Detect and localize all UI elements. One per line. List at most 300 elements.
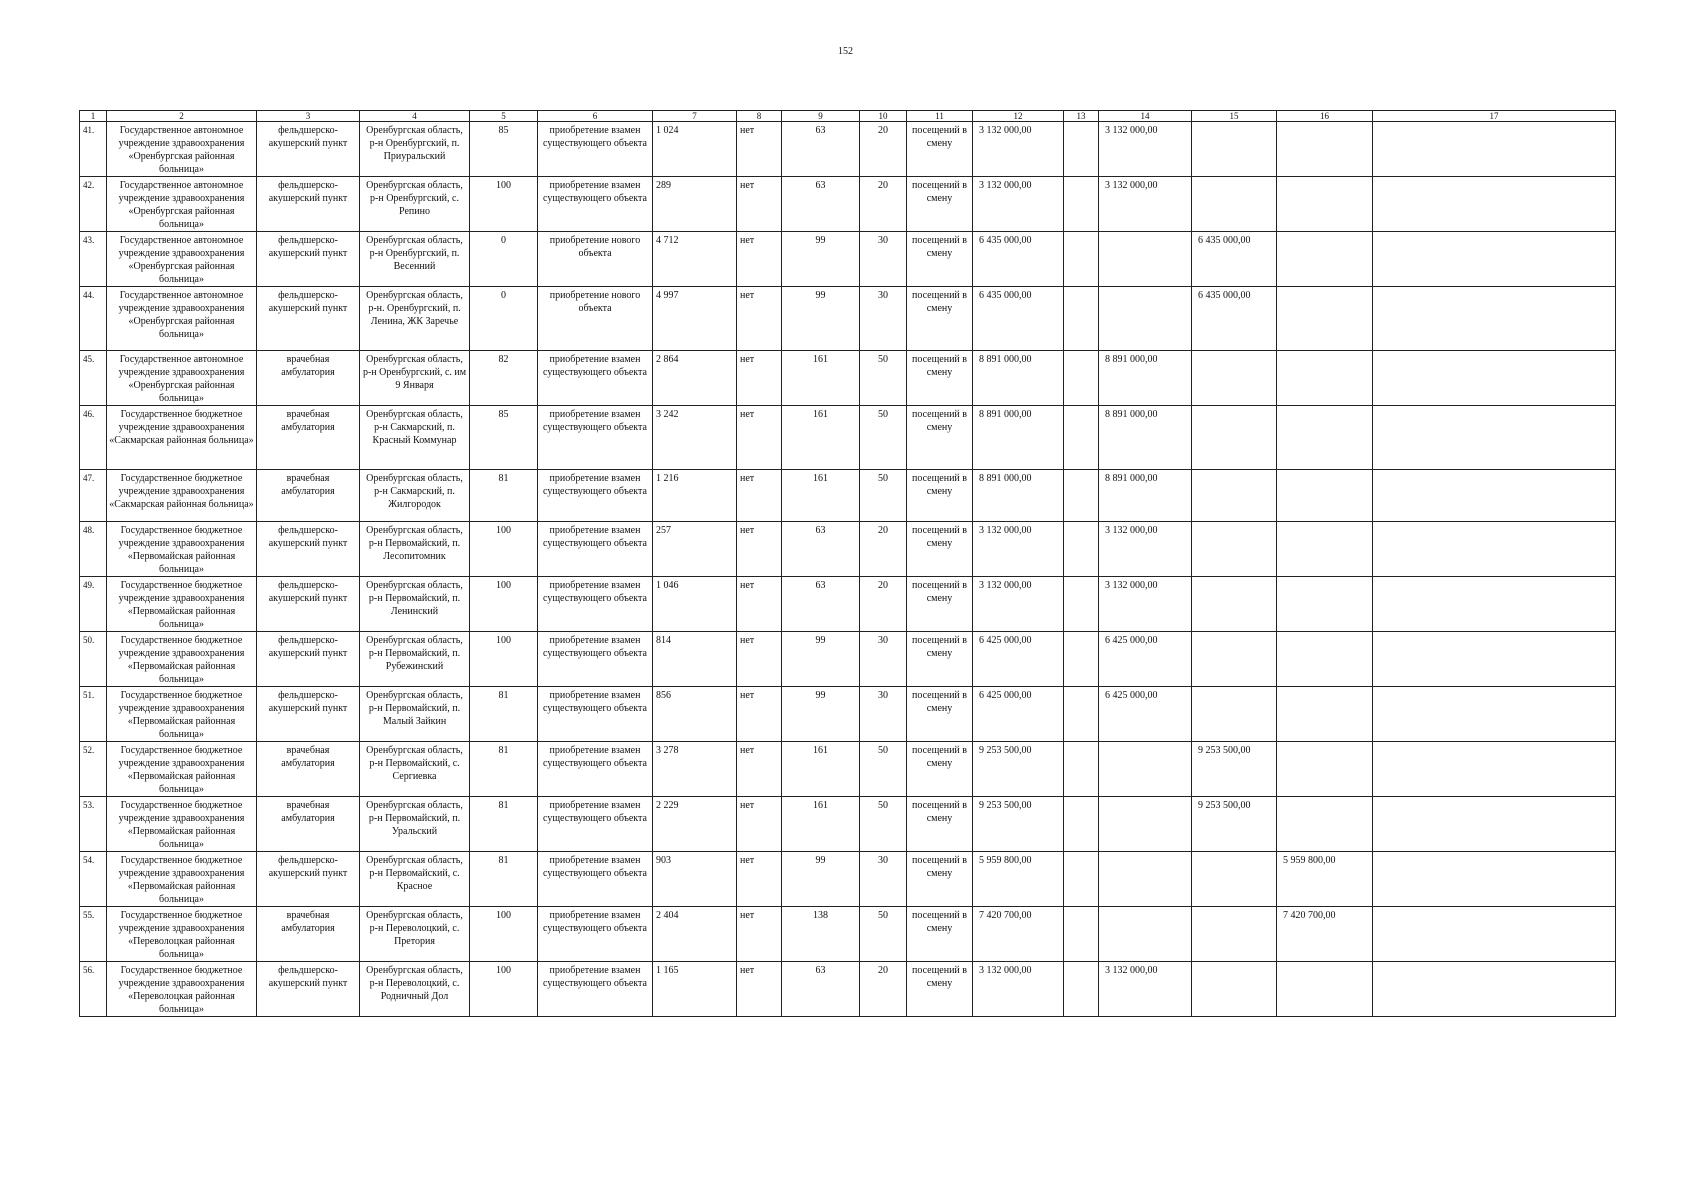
amount-col16-cell	[1277, 177, 1373, 232]
col5-cell: 85	[470, 122, 538, 177]
action-cell: приобретение нового объекта	[538, 232, 653, 287]
col5-cell: 100	[470, 962, 538, 1017]
col7-cell: 257	[653, 522, 737, 577]
action-cell: приобретение взамен существующего объекта	[538, 797, 653, 852]
col8-cell: нет	[737, 962, 782, 1017]
column-number-cell: 4	[360, 111, 470, 122]
amount-col14-cell	[1099, 907, 1192, 962]
address-cell: Оренбургская область, р-н Первомайский, п. Лесопитомник	[360, 522, 470, 577]
col10-cell: 30	[860, 852, 907, 907]
organization-cell: Государственное автономное учреждение здравоохранения «Оренбургская районная больница»	[107, 351, 257, 406]
address-cell: Оренбургская область, р-н Оренбургский, п. Приуральский	[360, 122, 470, 177]
row-number-cell: 53.	[80, 797, 107, 852]
amount-col14-cell: 3 132 000,00	[1099, 177, 1192, 232]
address-cell: Оренбургская область, р-н Сакмарский, п. Жилгородок	[360, 470, 470, 522]
col9-cell: 99	[782, 687, 860, 742]
total-amount-cell: 6 435 000,00	[973, 287, 1064, 351]
table-row	[80, 470, 1616, 522]
col9-cell: 161	[782, 351, 860, 406]
table-row	[80, 907, 1616, 962]
action-cell: приобретение взамен существующего объекта	[538, 177, 653, 232]
unit-cell: посещений в смену	[907, 406, 973, 470]
amount-col16-cell: 7 420 700,00	[1277, 907, 1373, 962]
table-row	[80, 687, 1616, 742]
facility-type-cell: фельдшерско-акушерский пункт	[257, 177, 360, 232]
table-row	[80, 852, 1616, 907]
total-amount-cell: 6 435 000,00	[973, 232, 1064, 287]
row-number-cell: 52.	[80, 742, 107, 797]
facility-type-cell: врачебная амбулатория	[257, 797, 360, 852]
amount-col15-cell	[1192, 470, 1277, 522]
col13-cell	[1064, 177, 1099, 232]
amount-col14-cell: 3 132 000,00	[1099, 122, 1192, 177]
organization-cell: Государственное бюджетное учреждение здравоохранения «Первомайская районная больница»	[107, 797, 257, 852]
address-cell: Оренбургская область, р-н Оренбургский, с. Репино	[360, 177, 470, 232]
col17-cell	[1373, 852, 1616, 907]
col17-cell	[1373, 122, 1616, 177]
amount-col16-cell	[1277, 962, 1373, 1017]
amount-col16-cell	[1277, 232, 1373, 287]
amount-col15-cell: 6 435 000,00	[1192, 232, 1277, 287]
column-number-cell: 5	[470, 111, 538, 122]
unit-cell: посещений в смену	[907, 687, 973, 742]
facility-type-cell: врачебная амбулатория	[257, 907, 360, 962]
organization-cell: Государственное бюджетное учреждение здравоохранения «Первомайская районная больница»	[107, 577, 257, 632]
col5-cell: 0	[470, 287, 538, 351]
amount-col16-cell	[1277, 406, 1373, 470]
column-number-cell: 12	[973, 111, 1064, 122]
total-amount-cell: 6 425 000,00	[973, 632, 1064, 687]
col8-cell: нет	[737, 797, 782, 852]
total-amount-cell: 8 891 000,00	[973, 470, 1064, 522]
amount-col15-cell	[1192, 907, 1277, 962]
amount-col14-cell: 6 425 000,00	[1099, 687, 1192, 742]
address-cell: Оренбургская область, р-н Оренбургский, с. им 9 Января	[360, 351, 470, 406]
col5-cell: 81	[470, 687, 538, 742]
total-amount-cell: 3 132 000,00	[973, 522, 1064, 577]
col10-cell: 30	[860, 287, 907, 351]
amount-col16-cell	[1277, 577, 1373, 632]
col9-cell: 99	[782, 232, 860, 287]
organization-cell: Государственное бюджетное учреждение здравоохранения «Переволоцкая районная больница»	[107, 962, 257, 1017]
col10-cell: 50	[860, 406, 907, 470]
col13-cell	[1064, 287, 1099, 351]
action-cell: приобретение взамен существующего объекта	[538, 687, 653, 742]
col17-cell	[1373, 797, 1616, 852]
col8-cell: нет	[737, 522, 782, 577]
col7-cell: 3 278	[653, 742, 737, 797]
col13-cell	[1064, 962, 1099, 1017]
col13-cell	[1064, 852, 1099, 907]
col9-cell: 63	[782, 577, 860, 632]
facility-type-cell: врачебная амбулатория	[257, 742, 360, 797]
organization-cell: Государственное автономное учреждение здравоохранения «Оренбургская районная больница»	[107, 232, 257, 287]
col8-cell: нет	[737, 687, 782, 742]
action-cell: приобретение взамен существующего объекта	[538, 852, 653, 907]
col10-cell: 30	[860, 232, 907, 287]
total-amount-cell: 3 132 000,00	[973, 122, 1064, 177]
unit-cell: посещений в смену	[907, 797, 973, 852]
facility-type-cell: фельдшерско-акушерский пункт	[257, 687, 360, 742]
table-row	[80, 122, 1616, 177]
unit-cell: посещений в смену	[907, 177, 973, 232]
amount-col15-cell	[1192, 177, 1277, 232]
col17-cell	[1373, 962, 1616, 1017]
action-cell: приобретение взамен существующего объекта	[538, 907, 653, 962]
organization-cell: Государственное бюджетное учреждение здравоохранения «Первомайская районная больница»	[107, 742, 257, 797]
col8-cell: нет	[737, 742, 782, 797]
col10-cell: 30	[860, 632, 907, 687]
amount-col15-cell: 6 435 000,00	[1192, 287, 1277, 351]
amount-col15-cell	[1192, 406, 1277, 470]
unit-cell: посещений в смену	[907, 632, 973, 687]
col7-cell: 903	[653, 852, 737, 907]
col7-cell: 1 046	[653, 577, 737, 632]
table-row	[80, 577, 1616, 632]
col9-cell: 161	[782, 797, 860, 852]
col7-cell: 814	[653, 632, 737, 687]
amount-col14-cell: 8 891 000,00	[1099, 351, 1192, 406]
amount-col14-cell: 3 132 000,00	[1099, 577, 1192, 632]
col5-cell: 100	[470, 632, 538, 687]
address-cell: Оренбургская область, р-н Первомайский, п. Малый Зайкин	[360, 687, 470, 742]
row-number-cell: 43.	[80, 232, 107, 287]
total-amount-cell: 5 959 800,00	[973, 852, 1064, 907]
amount-col14-cell	[1099, 797, 1192, 852]
col7-cell: 4 712	[653, 232, 737, 287]
amount-col15-cell	[1192, 351, 1277, 406]
address-cell: Оренбургская область, р-н. Оренбургский, п. Ленина, ЖК Заречье	[360, 287, 470, 351]
amount-col14-cell: 8 891 000,00	[1099, 470, 1192, 522]
facilities-table-wrap	[79, 110, 1615, 1017]
col10-cell: 50	[860, 742, 907, 797]
col17-cell	[1373, 287, 1616, 351]
facility-type-cell: врачебная амбулатория	[257, 351, 360, 406]
col8-cell: нет	[737, 406, 782, 470]
amount-col14-cell	[1099, 232, 1192, 287]
table-row	[80, 177, 1616, 232]
unit-cell: посещений в смену	[907, 852, 973, 907]
col10-cell: 20	[860, 962, 907, 1017]
row-number-cell: 47.	[80, 470, 107, 522]
col13-cell	[1064, 687, 1099, 742]
column-number-cell: 17	[1373, 111, 1616, 122]
col17-cell	[1373, 177, 1616, 232]
unit-cell: посещений в смену	[907, 232, 973, 287]
address-cell: Оренбургская область, р-н Переволоцкий, с. Претория	[360, 907, 470, 962]
col9-cell: 161	[782, 470, 860, 522]
total-amount-cell: 3 132 000,00	[973, 962, 1064, 1017]
row-number-cell: 46.	[80, 406, 107, 470]
column-number-cell: 7	[653, 111, 737, 122]
column-number-cell: 2	[107, 111, 257, 122]
row-number-cell: 45.	[80, 351, 107, 406]
unit-cell: посещений в смену	[907, 742, 973, 797]
amount-col16-cell	[1277, 351, 1373, 406]
organization-cell: Государственное бюджетное учреждение здравоохранения «Сакмарская районная больница»	[107, 406, 257, 470]
total-amount-cell: 3 132 000,00	[973, 577, 1064, 632]
amount-col14-cell	[1099, 742, 1192, 797]
col7-cell: 856	[653, 687, 737, 742]
col7-cell: 2 229	[653, 797, 737, 852]
col8-cell: нет	[737, 232, 782, 287]
unit-cell: посещений в смену	[907, 122, 973, 177]
row-number-cell: 54.	[80, 852, 107, 907]
total-amount-cell: 8 891 000,00	[973, 351, 1064, 406]
row-number-cell: 51.	[80, 687, 107, 742]
col9-cell: 138	[782, 907, 860, 962]
facility-type-cell: фельдшерско-акушерский пункт	[257, 287, 360, 351]
organization-cell: Государственное бюджетное учреждение здравоохранения «Сакмарская районная больница»	[107, 470, 257, 522]
address-cell: Оренбургская область, р-н Первомайский, п. Рубежинский	[360, 632, 470, 687]
col13-cell	[1064, 406, 1099, 470]
col5-cell: 81	[470, 470, 538, 522]
col10-cell: 30	[860, 687, 907, 742]
action-cell: приобретение взамен существующего объекта	[538, 577, 653, 632]
organization-cell: Государственное бюджетное учреждение здравоохранения «Переволоцкая районная больница»	[107, 907, 257, 962]
row-number-cell: 48.	[80, 522, 107, 577]
col8-cell: нет	[737, 907, 782, 962]
col9-cell: 161	[782, 742, 860, 797]
column-number-cell: 14	[1099, 111, 1192, 122]
amount-col14-cell: 6 425 000,00	[1099, 632, 1192, 687]
row-number-cell: 49.	[80, 577, 107, 632]
table-row	[80, 742, 1616, 797]
col8-cell: нет	[737, 577, 782, 632]
action-cell: приобретение взамен существующего объекта	[538, 962, 653, 1017]
action-cell: приобретение взамен существующего объекта	[538, 742, 653, 797]
table-row	[80, 406, 1616, 470]
column-number-cell: 8	[737, 111, 782, 122]
organization-cell: Государственное бюджетное учреждение здравоохранения «Первомайская районная больница»	[107, 522, 257, 577]
col5-cell: 81	[470, 852, 538, 907]
col7-cell: 2 404	[653, 907, 737, 962]
table-row	[80, 522, 1616, 577]
col13-cell	[1064, 577, 1099, 632]
amount-col15-cell	[1192, 852, 1277, 907]
facility-type-cell: врачебная амбулатория	[257, 406, 360, 470]
col9-cell: 63	[782, 122, 860, 177]
col7-cell: 289	[653, 177, 737, 232]
row-number-cell: 56.	[80, 962, 107, 1017]
page-number: 152	[838, 46, 853, 57]
col9-cell: 63	[782, 522, 860, 577]
address-cell: Оренбургская область, р-н Сакмарский, п. Красный Коммунар	[360, 406, 470, 470]
col5-cell: 100	[470, 907, 538, 962]
col8-cell: нет	[737, 852, 782, 907]
organization-cell: Государственное бюджетное учреждение здравоохранения «Первомайская районная больница»	[107, 632, 257, 687]
address-cell: Оренбургская область, р-н Оренбургский, п. Весенний	[360, 232, 470, 287]
col5-cell: 81	[470, 742, 538, 797]
row-number-cell: 50.	[80, 632, 107, 687]
action-cell: приобретение взамен существующего объекта	[538, 470, 653, 522]
unit-cell: посещений в смену	[907, 351, 973, 406]
action-cell: приобретение нового объекта	[538, 287, 653, 351]
table-row	[80, 232, 1616, 287]
col10-cell: 20	[860, 522, 907, 577]
col13-cell	[1064, 522, 1099, 577]
amount-col15-cell	[1192, 122, 1277, 177]
col9-cell: 63	[782, 962, 860, 1017]
organization-cell: Государственное бюджетное учреждение здравоохранения «Первомайская районная больница»	[107, 687, 257, 742]
col7-cell: 4 997	[653, 287, 737, 351]
col13-cell	[1064, 351, 1099, 406]
address-cell: Оренбургская область, р-н Переволоцкий, с. Родничный Дол	[360, 962, 470, 1017]
col13-cell	[1064, 742, 1099, 797]
action-cell: приобретение взамен существующего объекта	[538, 406, 653, 470]
col13-cell	[1064, 907, 1099, 962]
table-row	[80, 287, 1616, 351]
column-number-cell: 1	[80, 111, 107, 122]
amount-col15-cell: 9 253 500,00	[1192, 797, 1277, 852]
action-cell: приобретение взамен существующего объекта	[538, 351, 653, 406]
col10-cell: 50	[860, 797, 907, 852]
organization-cell: Государственное автономное учреждение здравоохранения «Оренбургская районная больница»	[107, 177, 257, 232]
amount-col16-cell	[1277, 687, 1373, 742]
table-row	[80, 962, 1616, 1017]
column-number-row	[80, 111, 1616, 122]
total-amount-cell: 3 132 000,00	[973, 177, 1064, 232]
unit-cell: посещений в смену	[907, 577, 973, 632]
amount-col14-cell	[1099, 852, 1192, 907]
col10-cell: 50	[860, 351, 907, 406]
total-amount-cell: 9 253 500,00	[973, 742, 1064, 797]
col17-cell	[1373, 232, 1616, 287]
col17-cell	[1373, 522, 1616, 577]
unit-cell: посещений в смену	[907, 522, 973, 577]
table-row	[80, 797, 1616, 852]
amount-col15-cell	[1192, 962, 1277, 1017]
col17-cell	[1373, 351, 1616, 406]
col5-cell: 0	[470, 232, 538, 287]
amount-col15-cell	[1192, 577, 1277, 632]
col9-cell: 99	[782, 287, 860, 351]
total-amount-cell: 7 420 700,00	[973, 907, 1064, 962]
total-amount-cell: 6 425 000,00	[973, 687, 1064, 742]
amount-col15-cell	[1192, 632, 1277, 687]
row-number-cell: 42.	[80, 177, 107, 232]
unit-cell: посещений в смену	[907, 470, 973, 522]
col17-cell	[1373, 742, 1616, 797]
col9-cell: 99	[782, 852, 860, 907]
col17-cell	[1373, 687, 1616, 742]
amount-col15-cell	[1192, 687, 1277, 742]
col17-cell	[1373, 907, 1616, 962]
amount-col16-cell	[1277, 470, 1373, 522]
col8-cell: нет	[737, 470, 782, 522]
col5-cell: 82	[470, 351, 538, 406]
col8-cell: нет	[737, 287, 782, 351]
facility-type-cell: фельдшерско-акушерский пункт	[257, 852, 360, 907]
column-number-cell: 6	[538, 111, 653, 122]
col13-cell	[1064, 470, 1099, 522]
col7-cell: 1 216	[653, 470, 737, 522]
col5-cell: 100	[470, 522, 538, 577]
amount-col14-cell	[1099, 287, 1192, 351]
col13-cell	[1064, 797, 1099, 852]
unit-cell: посещений в смену	[907, 287, 973, 351]
facility-type-cell: фельдшерско-акушерский пункт	[257, 962, 360, 1017]
col10-cell: 20	[860, 577, 907, 632]
col7-cell: 1 024	[653, 122, 737, 177]
total-amount-cell: 8 891 000,00	[973, 406, 1064, 470]
table-row	[80, 351, 1616, 406]
address-cell: Оренбургская область, р-н Первомайский, п. Уральский	[360, 797, 470, 852]
amount-col14-cell: 3 132 000,00	[1099, 522, 1192, 577]
amount-col14-cell: 3 132 000,00	[1099, 962, 1192, 1017]
facility-type-cell: фельдшерско-акушерский пункт	[257, 522, 360, 577]
action-cell: приобретение взамен существующего объекта	[538, 632, 653, 687]
amount-col16-cell	[1277, 287, 1373, 351]
col9-cell: 161	[782, 406, 860, 470]
column-number-cell: 16	[1277, 111, 1373, 122]
amount-col16-cell	[1277, 797, 1373, 852]
amount-col16-cell	[1277, 522, 1373, 577]
col7-cell: 2 864	[653, 351, 737, 406]
col5-cell: 81	[470, 797, 538, 852]
col9-cell: 63	[782, 177, 860, 232]
column-number-cell: 9	[782, 111, 860, 122]
facility-type-cell: фельдшерско-акушерский пункт	[257, 122, 360, 177]
col5-cell: 100	[470, 177, 538, 232]
row-number-cell: 44.	[80, 287, 107, 351]
table-row	[80, 632, 1616, 687]
organization-cell: Государственное автономное учреждение здравоохранения «Оренбургская районная больница»	[107, 122, 257, 177]
col7-cell: 1 165	[653, 962, 737, 1017]
column-number-cell: 11	[907, 111, 973, 122]
address-cell: Оренбургская область, р-н Первомайский, с. Красное	[360, 852, 470, 907]
col5-cell: 100	[470, 577, 538, 632]
col5-cell: 85	[470, 406, 538, 470]
col17-cell	[1373, 632, 1616, 687]
col10-cell: 50	[860, 907, 907, 962]
col17-cell	[1373, 406, 1616, 470]
col10-cell: 50	[860, 470, 907, 522]
col9-cell: 99	[782, 632, 860, 687]
organization-cell: Государственное бюджетное учреждение здравоохранения «Первомайская районная больница»	[107, 852, 257, 907]
facilities-table	[79, 110, 1616, 1017]
column-number-cell: 15	[1192, 111, 1277, 122]
column-number-cell: 3	[257, 111, 360, 122]
col13-cell	[1064, 232, 1099, 287]
col13-cell	[1064, 122, 1099, 177]
amount-col15-cell	[1192, 522, 1277, 577]
col10-cell: 20	[860, 177, 907, 232]
amount-col16-cell	[1277, 632, 1373, 687]
address-cell: Оренбургская область, р-н Первомайский, с. Сергиевка	[360, 742, 470, 797]
col10-cell: 20	[860, 122, 907, 177]
column-number-cell: 13	[1064, 111, 1099, 122]
col17-cell	[1373, 470, 1616, 522]
facility-type-cell: врачебная амбулатория	[257, 470, 360, 522]
facility-type-cell: фельдшерско-акушерский пункт	[257, 577, 360, 632]
row-number-cell: 55.	[80, 907, 107, 962]
total-amount-cell: 9 253 500,00	[973, 797, 1064, 852]
amount-col16-cell	[1277, 742, 1373, 797]
unit-cell: посещений в смену	[907, 962, 973, 1017]
col8-cell: нет	[737, 122, 782, 177]
amount-col15-cell: 9 253 500,00	[1192, 742, 1277, 797]
col8-cell: нет	[737, 632, 782, 687]
address-cell: Оренбургская область, р-н Первомайский, п. Ленинский	[360, 577, 470, 632]
action-cell: приобретение взамен существующего объекта	[538, 522, 653, 577]
col7-cell: 3 242	[653, 406, 737, 470]
amount-col16-cell: 5 959 800,00	[1277, 852, 1373, 907]
organization-cell: Государственное автономное учреждение здравоохранения «Оренбургская районная больница»	[107, 287, 257, 351]
amount-col14-cell: 8 891 000,00	[1099, 406, 1192, 470]
facility-type-cell: фельдшерско-акушерский пункт	[257, 232, 360, 287]
col8-cell: нет	[737, 177, 782, 232]
